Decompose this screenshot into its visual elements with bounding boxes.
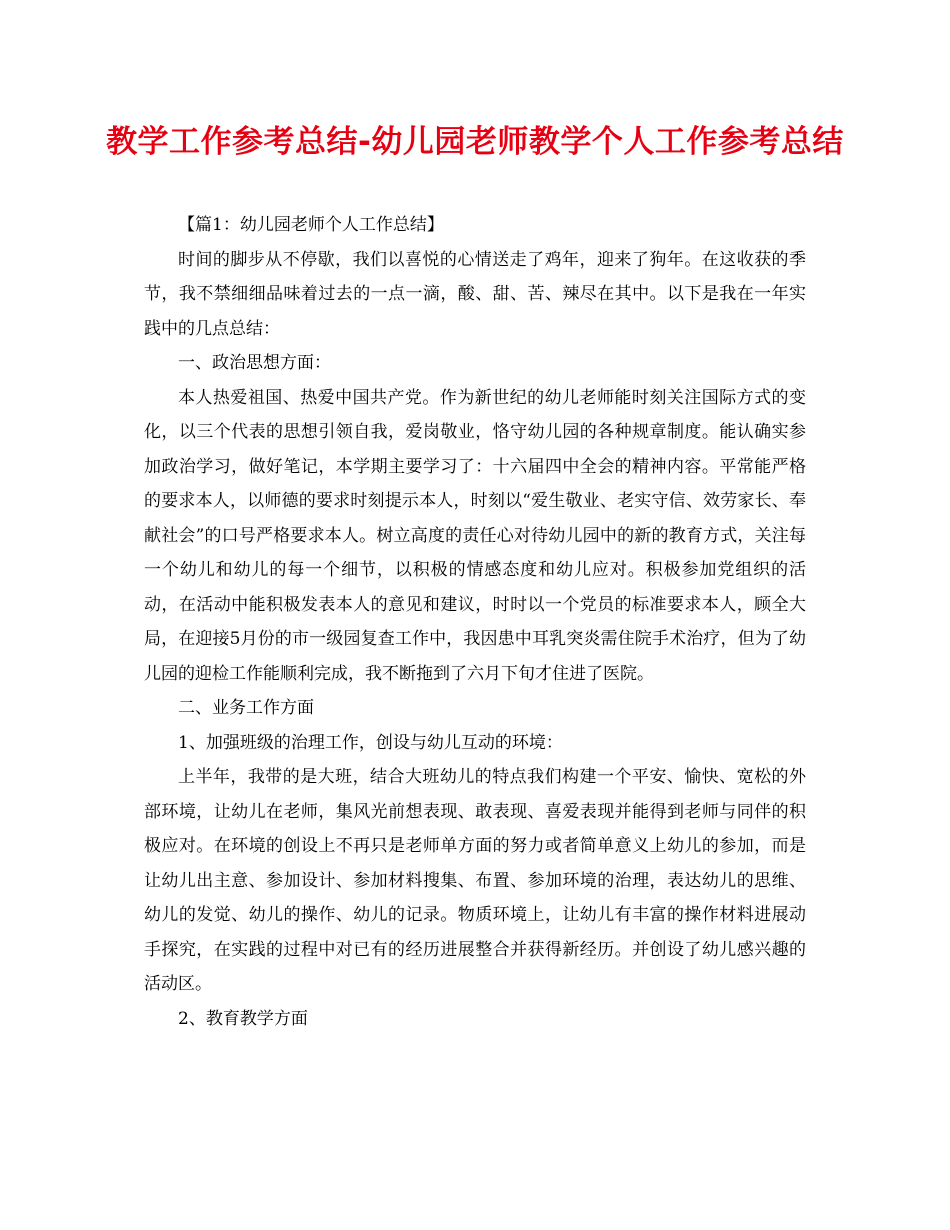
section-heading-article-1: 【篇1：幼儿园老师个人工作总结】 [178, 215, 444, 235]
document-body [144, 208, 806, 1036]
paragraph-intro: 时间的脚步从不停歇，我们以喜悦的心情送走了鸡年，迎来了狗年。在这收获的季节，我不禁细细品味着过去的一点一滴，酸、甜、苦、辣尽在其中。以下是我在一年实践中的几点总结： [144, 249, 806, 339]
paragraph-class-management: 上半年，我带的是大班，结合大班幼儿的特点我们构建一个平安、愉快、宽松的外部环境，让幼儿在老师，集风光前想表现、敢表现、喜爱表现并能得到老师与同伴的积极应对。在环境的创设上不再只是老师单方面的努力或者简单意义上幼儿的参加，而是让幼儿出主意、参加设计、参加材料搜集、布置、参加环境的治理，表达幼儿的思维、幼儿的发觉、幼儿的操作、幼儿的记录。物质环境上，让幼儿有丰富的操作材料进展动手探究，在实践的过程中对已有的经历进展整合并获得新经历。并创设了幼儿感兴趣的活动区。 [144, 767, 806, 994]
paragraph-politics: 本人热爱祖国、热爱中国共产党。作为新世纪的幼儿老师能时刻关注国际方式的变化，以三个代表的思想引领自我，爱岗敬业，恪守幼儿园的各种规章制度。能认确实参加政治学习，做好笔记，本学期主要学习了：十六届四中全会的精神内容。平常能严格的要求本人，以师德的要求时刻提示本人，时刻以“爱生敬业、老实守信、效劳家长、奉献社会”的口号严格要求本人。树立高度的责任心对待幼儿园中的新的教育方式，关注每一个幼儿和幼儿的每一个细节，以积极的情感态度和幼儿应对。积极参加党组织的活动，在活动中能积极发表本人的意见和建议，时时以一个党员的标准要求本人，顾全大局，在迎接5月份的市一级园复查工作中，我因患中耳乳突炎需住院手术治疗，但为了幼儿园的迎检工作能顺利完成，我不断拖到了六月下旬才住进了医院。 [144, 387, 806, 684]
subheading-class-management: 1、加强班级的治理工作，创设与幼儿互动的环境： [178, 732, 563, 753]
subheading-teaching: 2、教育教学方面 [178, 1008, 308, 1029]
section-heading-politics: 一、政治思想方面： [178, 353, 331, 373]
document-title: 教学工作参考总结-幼儿园老师教学个人工作参考总结 [106, 124, 844, 160]
section-heading-business: 二、业务工作方面 [178, 698, 314, 718]
